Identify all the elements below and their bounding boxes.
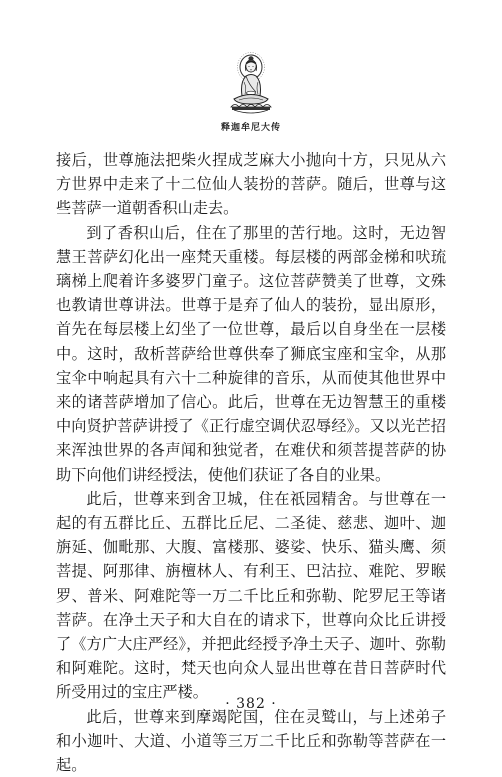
running-header — [0, 52, 502, 133]
paragraph-2: 到了香积山后，住在了那里的苦行地。这时，无边智慧王菩萨幻化出一座梵天重楼。每层楼的两部金梯和吠琉璃梯上爬着许多婆罗门童子。这位菩萨赞美了世尊，文殊也教请世尊讲法。世尊于是弃了仙人的装扮，显出原形，首先在每层楼上幻坐了一位世尊，最后以自身坐在一层楼中。这时，敌析菩萨给世尊供奉了狮底宝座和宝伞，从那宝伞中响起具有六十二种旋律的音乐，从而使其他世界中来的诸菩萨增加了信心。此后，世尊在无边智慧王的重楼中向贤护菩萨讲授了《正行虚空调伏忍辱经》。又以光芒招来浑浊世界的各声闻和独觉者，在难伏和须菩提菩萨的协助下向他们讲经授法，使他们获证了各自的业果。 — [56, 223, 446, 484]
paragraph-4: 此后，世尊来到摩竭陀国，住在灵鹫山，与上述弟子和小迦叶、大道、小道等三万二千比丘和弥勒等菩萨在一起。 — [56, 707, 446, 775]
page-number: · 382 · — [225, 696, 277, 712]
running-header-title: 释迦牟尼大传 — [220, 123, 281, 133]
paragraph-1: 接后，世尊施法把柴火捏成芝麻大小抛向十方，只见从六方世界中走来了十二位仙人装扮的菩萨。随后，世尊与这些菩萨一道朝香积山走去。 — [56, 151, 446, 218]
body-text — [56, 148, 446, 777]
paragraph-3: 此后，世尊来到舍卫城，住在祇园精舍。与世尊在一起的有五群比丘、五群比丘尼、二圣徒、慈悲、迦叶、迦旃延、伽毗那、大腹、富楼那、婆娑、快乐、猫头鹰、须菩提、阿那律、旃檀林人、有利王、巴沽拉、难陀、罗睺罗、普米、阿难陀等一万二千比丘和弥勒、陀罗尼王等诸菩萨。在净土天子和大自在的请求下，世尊向众比丘讲授了《方广大庄严经》，并把此经授予净土天子、迦叶、弥勒和阿难陀。这时，梵天也向众人显出世尊在昔日菩萨时代所受用过的宝庄严楼。 — [56, 489, 446, 702]
seated-buddha-icon — [225, 52, 277, 118]
